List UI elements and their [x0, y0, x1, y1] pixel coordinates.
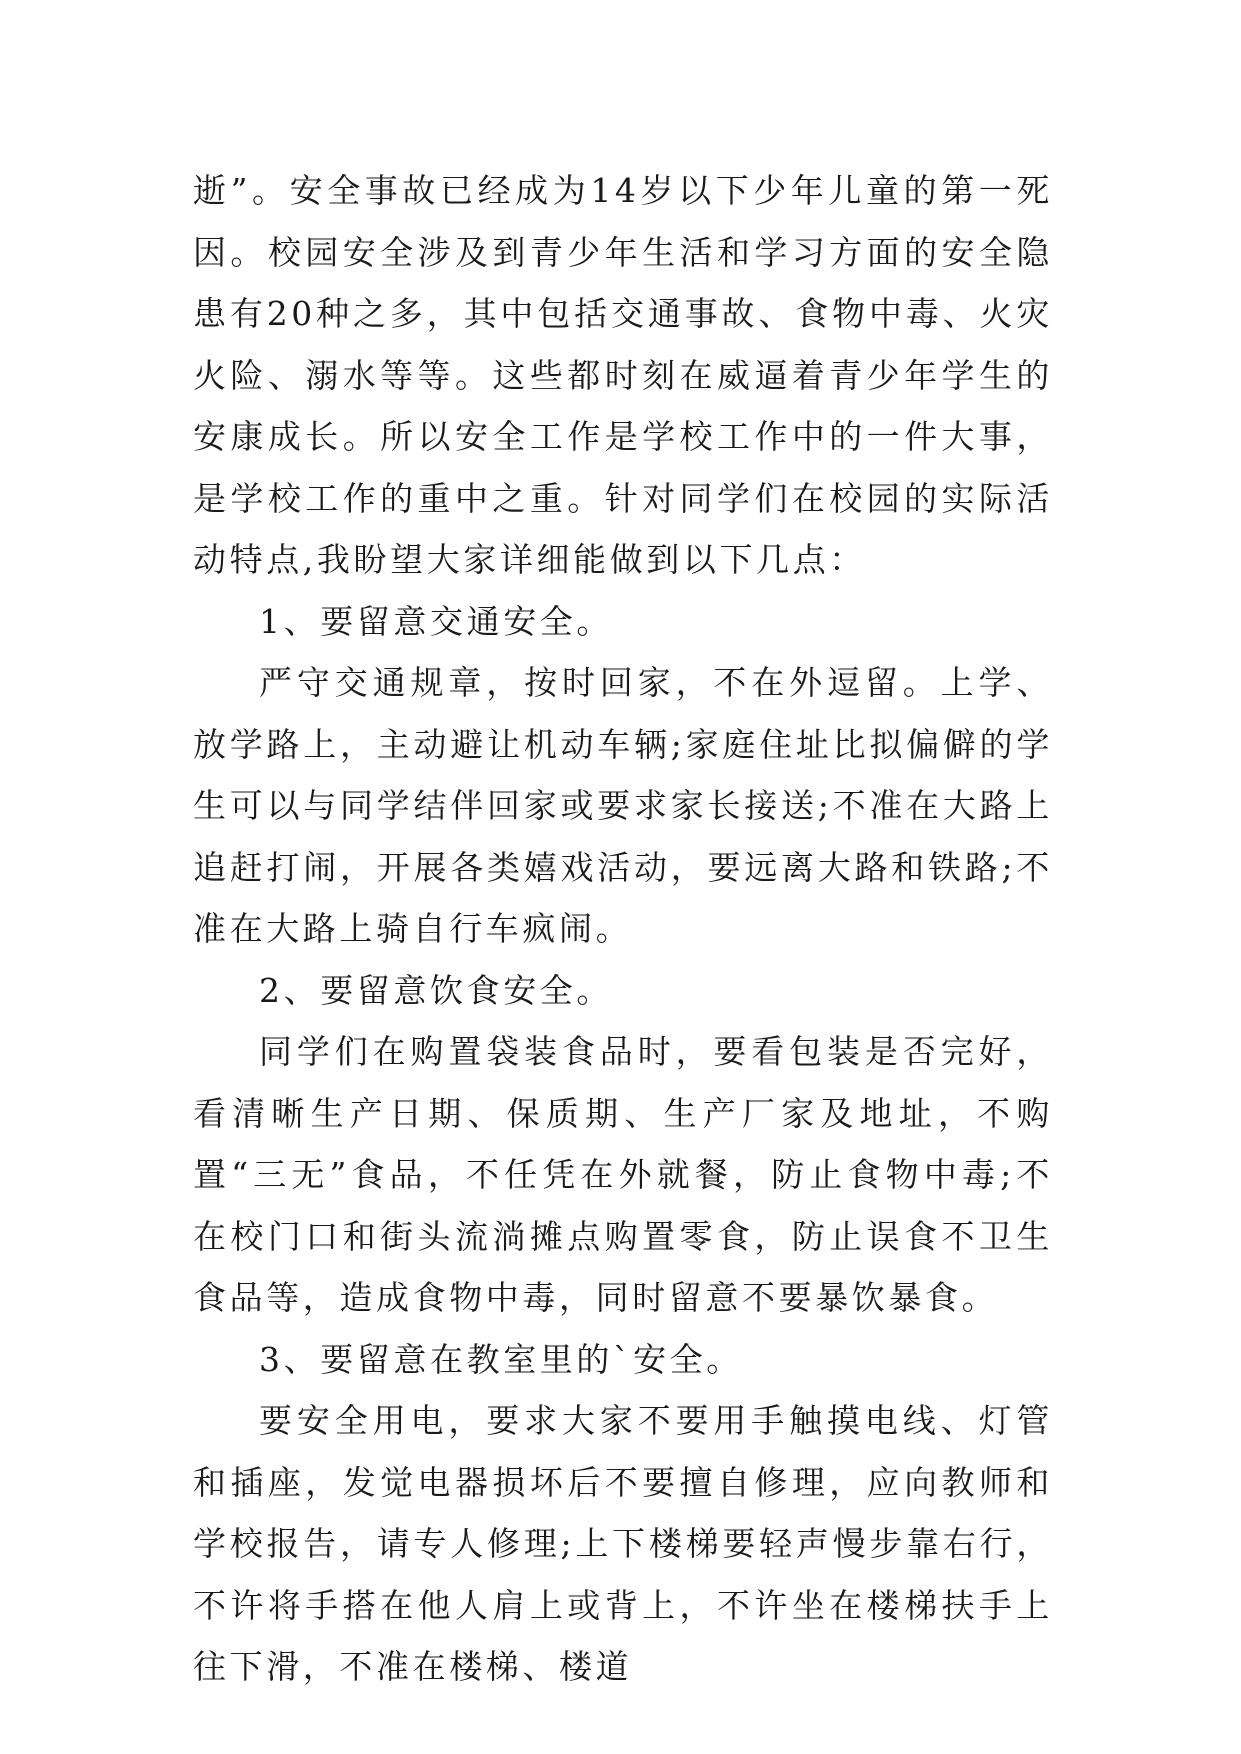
paragraph-intro-continued: 逝”。安全事故已经成为14岁以下少年儿童的第一死因。校园安全涉及到青少年生活和学习方面的安全隐患有20种之多，其中包括交通事故、食物中毒、火灾火险、溺水等等。这些都时刻在威逼着青少年学生的安康成长。所以安全工作是学校工作中的一件大事，是学校工作的重中之重。针对同学们在校园的实际活动特点,我盼望大家详细能做到以下几点：: [193, 171, 1053, 579]
paragraph-food-safety: 同学们在购置袋装食品时，要看包装是否完好，看清晰生产日期、保质期、生产厂家及地址，不购置“三无”食品，不任凭在外就餐，防止食物中毒;不在校门口和街头流淌摊点购置零食，防止误食不卫生食品等，造成食物中毒，同时留意不要暴饮暴食。: [193, 1032, 1053, 1317]
heading-traffic-safety: 1、要留意交通安全。: [259, 601, 613, 641]
heading-food-safety: 2、要留意饮食安全。: [259, 970, 613, 1010]
heading-classroom-safety: 3、要留意在教室里的`安全。: [259, 1339, 743, 1379]
paragraph-classroom-safety: 要安全用电，要求大家不要用手触摸电线、灯管和插座，发觉电器损坏后不要擅自修理，应向教师和学校报告，请专人修理;上下楼梯要轻声慢步靠右行，不许将手搭在他人肩上或背上，不许坐在楼梯扶手上往下滑，不准在楼梯、楼道: [193, 1401, 1053, 1686]
document-body: [193, 160, 1053, 1698]
paragraph-traffic-safety: 严守交通规章，按时回家，不在外逗留。上学、放学路上，主动避让机动车辆;家庭住址比拟偏僻的学生可以与同学结伴回家或要求家长接送;不准在大路上追赶打闹，开展各类嬉戏活动，要远离大路和铁路;不准在大路上骑自行车疯闹。: [193, 663, 1053, 948]
